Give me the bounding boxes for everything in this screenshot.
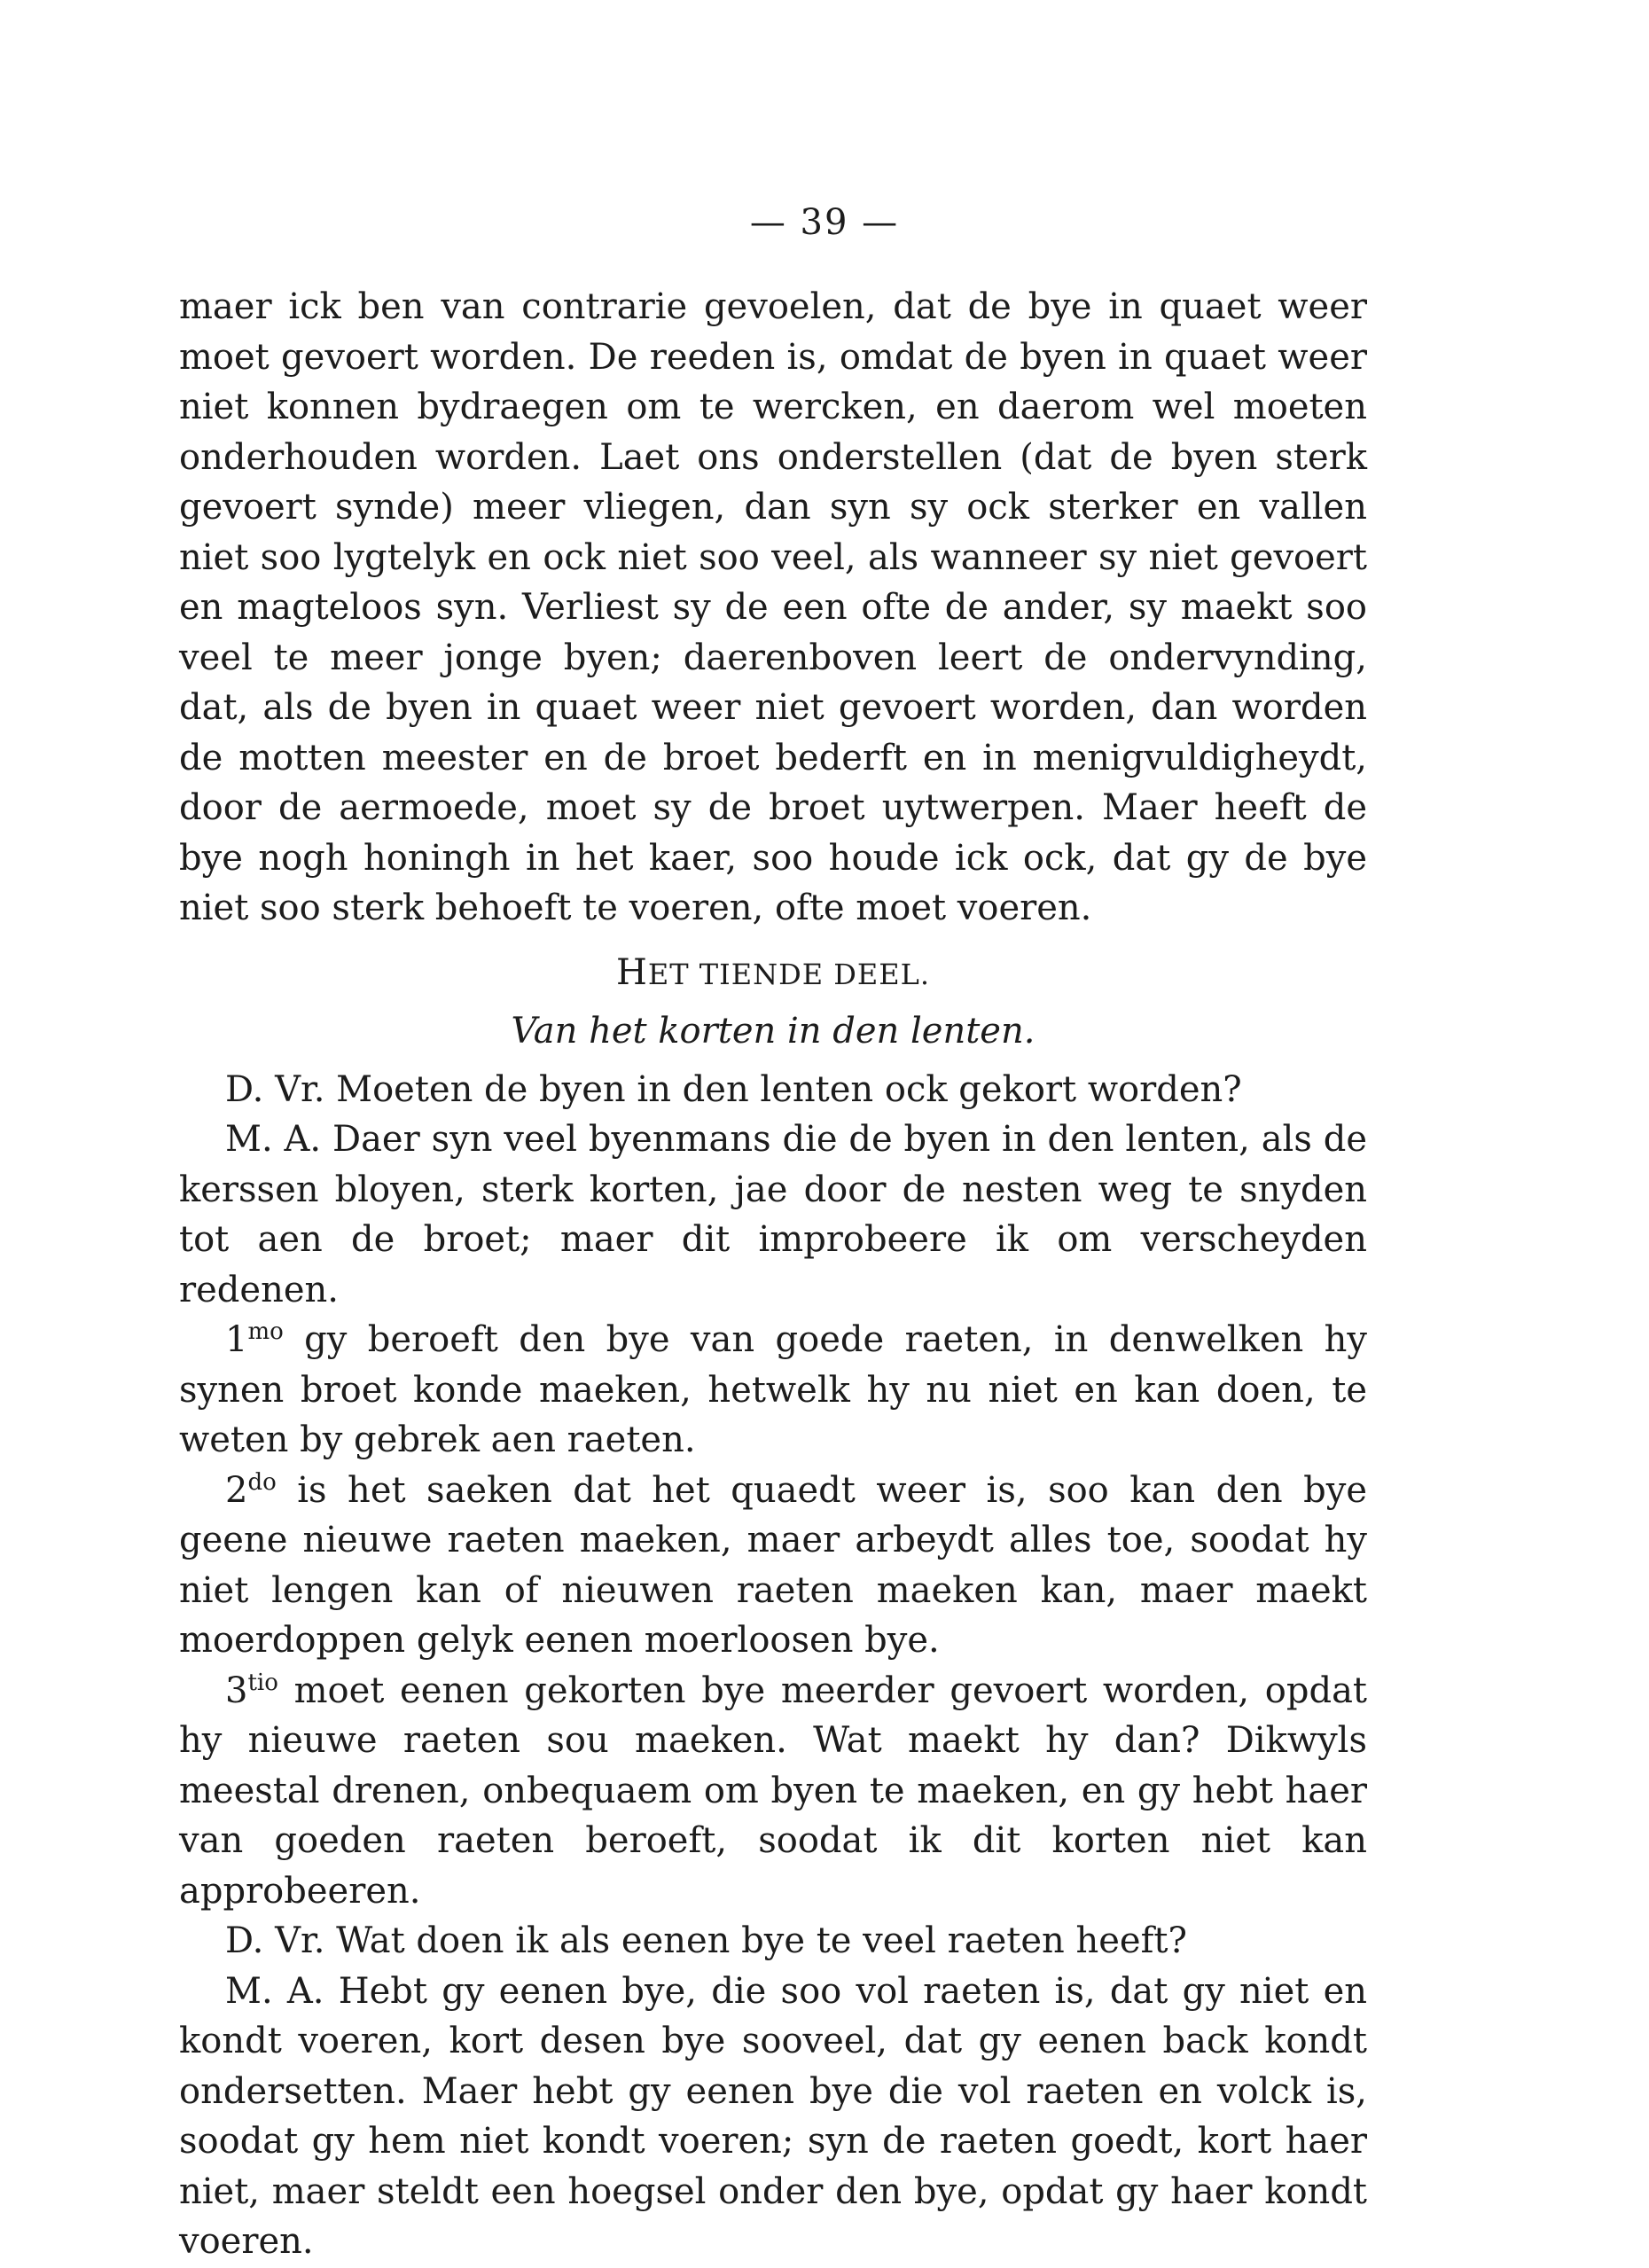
- answer-paragraph-2: M. A. Hebt gy eenen bye, die soo vol raeten is, dat gy niet en kondt voeren, kort desen bye sooveel, dat gy eenen back kondt ondersetten. Maer hebt gy eenen bye die vol raeten en volck is, soodat gy hem niet kondt voeren; syn de raeten goedt, kort haer niet, maer steldt een hoegsel onder den bye, opdat gy haer kondt voeren.: [179, 1970, 1367, 2262]
- reason-3-suffix: tio: [247, 1669, 278, 1696]
- continuation-paragraph: maer ick ben van contrarie gevoelen, dat de bye in quaet weer moet gevoert worden. De reeden is, omdat de byen in quaet weer niet konnen bydraegen om te wercken, en daerom wel moeten onderhouden worden. Laet ons onderstellen (dat de byen sterk gevoert synde) meer vliegen, dan syn sy ock sterker en vallen niet soo lygtelyk en ock niet soo veel, als wanneer sy niet gevoert en magteloos syn. Verliest sy de een ofte de ander, sy maekt soo veel te meer jonge byen; daerenboven leert de ondervynding, dat, als de byen in quaet weer niet gevoert worden, dan worden de motten meester en de broet bederft en in menigvuldigheydt, door de aermoede, moet sy de broet uytwerpen. Maer heeft de bye nogh honingh in het kaer, soo houde ick ock, dat gy de bye niet soo sterk behoeft te voeren, ofte moet voeren.: [179, 286, 1367, 928]
- reason-2-text: is het saeken dat het quaedt weer is, soo kan den bye geene nieuwe raeten maeken, maer arbeydt alles toe, soodat hy niet lengen kan of nieuwen raeten maeken kan, maer maekt moerdoppen gelyk eenen moerloosen bye.: [179, 1469, 1367, 1661]
- page-number: — 39 —: [749, 202, 900, 243]
- body-text: [179, 282, 1367, 2267]
- question-paragraph-2: D. Vr. Wat doen ik als eenen bye te veel raeten heeft?: [225, 1920, 1187, 1961]
- section-title-initial: H: [615, 951, 648, 993]
- reason-1-text: gy beroeft den bye van goede raeten, in denwelken hy synen broet konde maeken, hetwelk hy nu niet en kan doen, te weten by gebrek aen raeten.: [179, 1319, 1367, 1460]
- reason-paragraph-3: [179, 1666, 1367, 1917]
- reason-1-number: 1: [225, 1319, 248, 1360]
- reason-3-number: 3: [225, 1670, 248, 1711]
- answer-paragraph-1: M. A. Daer syn veel byenmans die de byen in den lenten, als de kerssen bloyen, sterk korten, jae door de nesten weg te snyden tot aen de broet; maer dit improbeere ik om verscheyden redenen.: [179, 1119, 1367, 1310]
- reason-3-text: moet eenen gekorten bye meerder gevoert worden, opdat hy nieuwe raeten sou maeken. Wat maekt hy dan? Dikwyls meestal drenen, onbequaem om byen te maeken, en gy hebt haer van goeden raeten beroeft, soodat ik dit korten niet kan approbeeren.: [179, 1670, 1367, 1912]
- reason-2-number: 2: [225, 1469, 248, 1511]
- section-subtitle: Van het korten in den lenten.: [511, 1010, 1036, 1052]
- section-title: [179, 944, 1367, 1003]
- section-title-rest: ET TIENDE DEEL.: [647, 957, 931, 991]
- question-paragraph-1: D. Vr. Moeten de byen in den lenten ock gekort worden?: [225, 1068, 1242, 1110]
- reason-paragraph-1: [179, 1315, 1367, 1466]
- reason-2-suffix: do: [247, 1468, 277, 1496]
- reason-1-suffix: mo: [247, 1318, 284, 1345]
- reason-paragraph-2: [179, 1466, 1367, 1666]
